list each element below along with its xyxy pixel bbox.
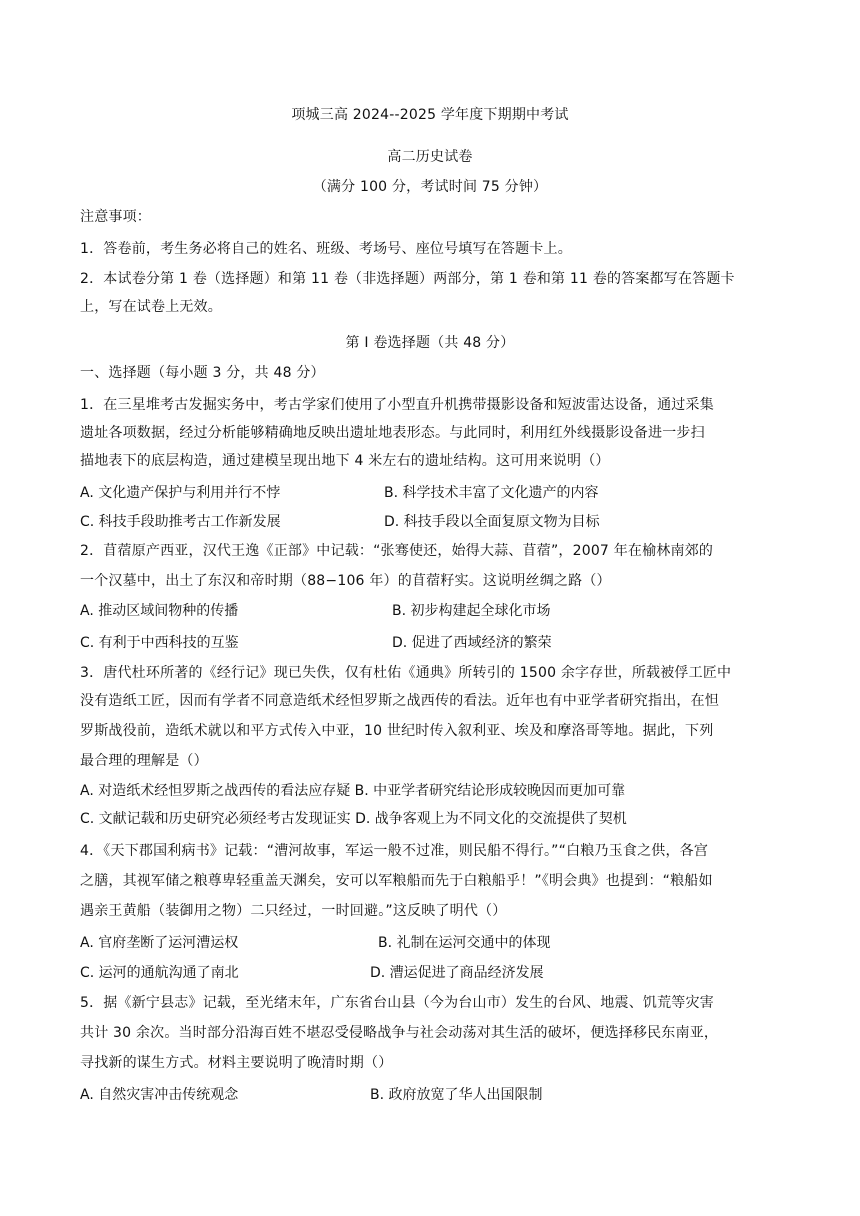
question-text: 共计 30 余次。当时部分沿海百姓不堪忍受侵略战争与社会动荡对其生活的破坏，便选择移民东南亚， (80, 1025, 719, 1041)
question-text: 5．据《新宁县志》记载，至光绪末年，广东省台山县（今为台山市）发生的台风、地震、饥荒等灾害 (80, 995, 714, 1011)
question-text: 最合理的理解是（） (80, 753, 208, 769)
option-c: C. 科技手段助推考古工作新发展 (80, 514, 281, 530)
option-b: B. 科学技术丰富了文化遗产的内容 (384, 485, 599, 501)
option-c-d: C. 文献记载和历史研究必须经考古发现证实 D. 战争客观上为不同文化的交流提供了契机 (80, 811, 627, 827)
question-text: 之膳，其视军储之粮尊卑轻重盖天渊矣，安可以军粮船而先于白粮船乎！”《明会典》也提到：“粮船如 (80, 873, 713, 889)
question-text: 3．唐代杜环所著的《经行记》现已失佚，仅有杜佑《通典》所转引的 1500 余字存世，所载被俘工匠中 (80, 665, 732, 681)
option-c: C. 有利于中西科技的互鉴 (80, 635, 239, 651)
option-b: B. 初步构建起全球化市场 (392, 603, 551, 619)
score-time-note: （满分 100 分，考试时间 75 分钟） (312, 179, 548, 195)
option-a-b: A. 对造纸术经怛罗斯之战西传的看法应存疑 B. 中亚学者研究结论形成较晚因而更加可靠 (80, 783, 626, 799)
question-text: 1．在三星堆考古发掘实务中，考古学家们使用了小型直升机携带摄影设备和短波雷达设备，通过采集 (80, 397, 714, 413)
notice-item-1: 1．答卷前，考生务必将自己的姓名、班级、考场号、座位号填写在答题卡上。 (80, 241, 572, 257)
option-a: A. 官府垄断了运河漕运权 (80, 935, 239, 951)
question-text: 没有造纸工匠，因而有学者不同意造纸术经怛罗斯之战西传的看法。近年也有中亚学者研究指出，在怛 (80, 693, 719, 709)
question-text: 罗斯战役前，造纸术就以和平方式传入中亚，10 世纪时传入叙利亚、埃及和摩洛哥等地。据此，下列 (80, 723, 714, 739)
question-text: 遗址各项数据，经过分析能够精确地反映出遗址地表形态。与此同时，利用红外线摄影设备进一步扫 (80, 425, 705, 441)
option-d: D. 漕运促进了商品经济发展 (370, 965, 544, 981)
option-a: A. 文化遗产保护与利用并行不悖 (80, 485, 281, 501)
exam-title: 项城三高 2024--2025 学年度下期期中考试 (291, 107, 569, 123)
notice-heading: 注意事项： (80, 209, 151, 225)
option-b: B. 礼制在运河交通中的体现 (378, 935, 551, 951)
option-a: A. 自然灾害冲击传统观念 (80, 1087, 239, 1103)
notice-item-2-cont: 上，写在试卷上无效。 (80, 299, 222, 315)
part-heading: 一、选择题（每小题 3 分，共 48 分） (80, 365, 325, 381)
subject-title: 高二历史试卷 (387, 149, 473, 165)
option-c: C. 运河的通航沟通了南北 (80, 965, 239, 981)
question-text: 描地表下的底层构造，通过建模呈现出地下 4 米左右的遗址结构。这可用来说明（） (80, 453, 610, 469)
section-title: 第 I 卷选择题（共 48 分） (345, 335, 515, 351)
question-text: 遇亲王黄船（装御用之物）二只经过，一时回避。”这反映了明代（） (80, 903, 507, 919)
notice-item-2: 2．本试卷分第 1 卷（选择题）和第 11 卷（非选择题）两部分，第 1 卷和第 11 卷的答案都写在答题卡 (80, 271, 735, 287)
question-text: 2．苜蓿原产西亚，汉代王逸《正部》中记载：“张骞使还，始得大蒜、苜蓿”，2007 年在榆林南郊的 (80, 543, 714, 559)
option-d: D. 科技手段以全面复原文物为目标 (384, 514, 600, 530)
question-text: 一个汉墓中，出土了东汉和帝时期（88−106 年）的苜蓿籽实。这说明丝绸之路（） (80, 573, 611, 589)
option-d: D. 促进了西域经济的繁荣 (392, 635, 552, 651)
question-text: 寻找新的谋生方式。材料主要说明了晚清时期（） (80, 1055, 393, 1071)
option-a: A. 推动区域间物种的传播 (80, 603, 239, 619)
question-text: 4．《天下郡国利病书》记载：“漕河故事，军运一般不过准，则民船不得行。”“白粮乃玉食之供，各宫 (80, 843, 709, 859)
option-b: B. 政府放宽了华人出国限制 (370, 1087, 543, 1103)
